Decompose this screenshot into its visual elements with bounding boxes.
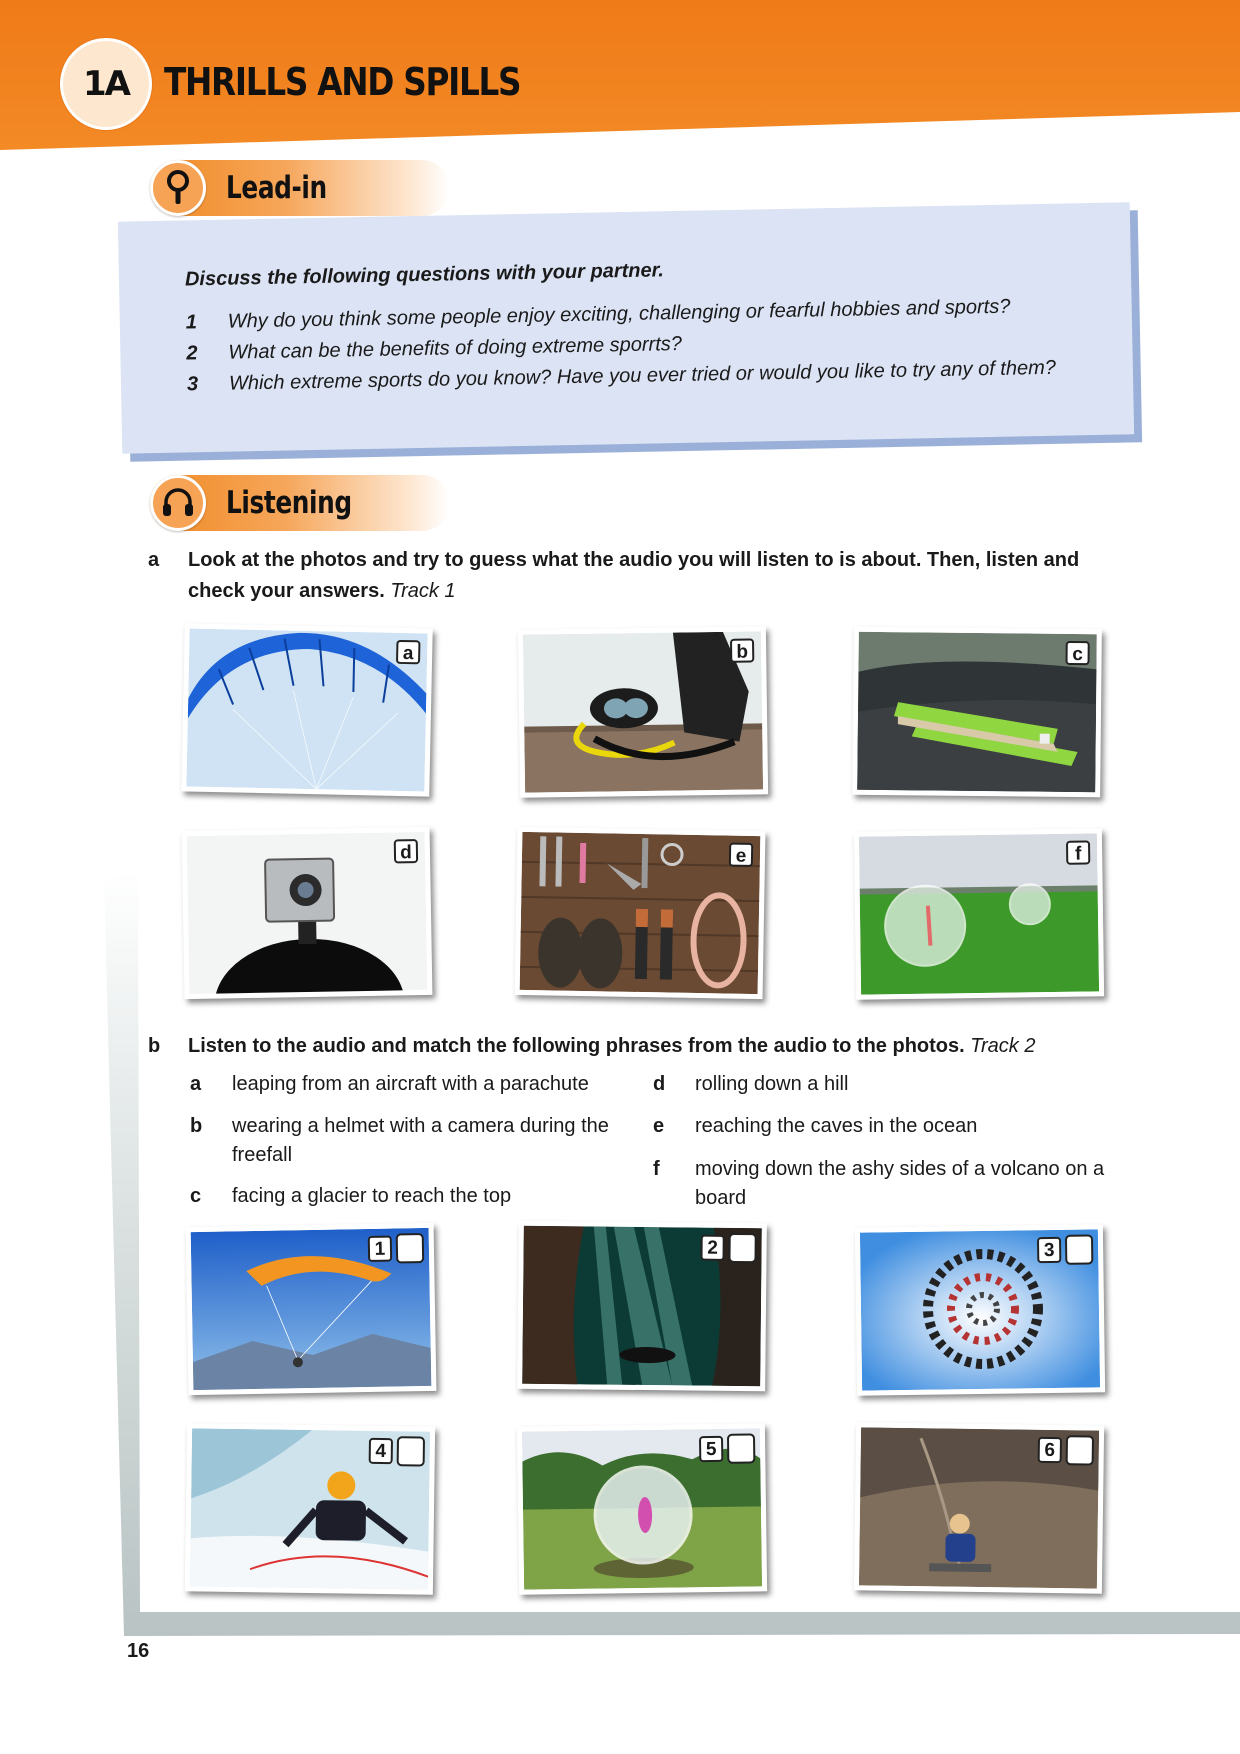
phrase-item: a leaping from an aircraft with a parachute	[190, 1073, 589, 1095]
listening-section-header	[150, 475, 450, 531]
question-text: Which extreme sports do you know? Have you ever tried or would you like to try any of them?	[228, 356, 1057, 395]
photo-label: d	[394, 839, 418, 863]
photo-number: 4	[369, 1438, 393, 1464]
photo-c	[852, 627, 1102, 798]
photo-label: c	[1065, 641, 1089, 665]
headphones-icon	[150, 475, 206, 531]
zorbing-photo	[522, 1428, 762, 1589]
unit-header	[0, 0, 1240, 150]
phrase-item: e reaching the caves in the ocean	[653, 1115, 978, 1137]
photo-a	[181, 623, 432, 796]
volcano-board-photo	[857, 632, 1097, 792]
cave-diver-photo	[522, 1226, 762, 1386]
leadin-section-header	[150, 160, 450, 216]
page-number: 16	[127, 1640, 150, 1662]
question-number: 3	[186, 373, 199, 396]
phrase-item: d rolling down a hill	[653, 1073, 849, 1095]
photo-label: b	[730, 638, 754, 662]
task-b	[148, 1031, 1128, 1062]
unit-title: THRILLS AND SPILLS	[164, 60, 521, 104]
photo-d	[182, 827, 433, 999]
photo-b	[518, 626, 768, 797]
track-label: Track 2	[970, 1035, 1036, 1057]
leadin-box	[118, 202, 1134, 453]
photo-1	[186, 1223, 437, 1395]
skydivers-formation-photo	[860, 1229, 1100, 1390]
photo-2	[517, 1221, 767, 1392]
photo-f	[854, 828, 1104, 999]
climbing-gear-photo	[520, 832, 761, 994]
photo-6	[854, 1422, 1104, 1593]
question-text: Why do you think some people enjoy exciting, challenging or fearful hobbies and sports?	[227, 295, 1011, 333]
photo-number: 5	[699, 1436, 723, 1462]
photo-number: 3	[1037, 1237, 1061, 1263]
photo-5	[517, 1423, 767, 1594]
phrase-item: b wearing a helmet with a camera during the freefall	[190, 1115, 609, 1166]
parachute-photo	[186, 629, 427, 792]
leadin-instruction: Discuss the following questions with your partner.	[184, 259, 665, 291]
task-letter: a	[148, 549, 160, 571]
task-instruction: Look at the photos and try to guess what the audio you will listen to is about. Then, listen and check your answers. Track 1	[188, 549, 1080, 602]
volcano-boarder-photo	[859, 1427, 1099, 1588]
answer-box[interactable]	[727, 1433, 755, 1463]
listening-label: Listening	[226, 485, 352, 521]
answer-box[interactable]	[728, 1233, 756, 1263]
ice-climber-photo	[190, 1428, 430, 1589]
magnifier-icon	[150, 160, 206, 216]
question-number: 2	[186, 342, 198, 365]
task-letter: b	[148, 1035, 161, 1057]
track-label: Track 1	[390, 580, 456, 602]
photo-e	[515, 827, 766, 999]
photo-3	[855, 1224, 1105, 1395]
phrase-item: f moving down the ashy sides of a volcano on a board	[653, 1158, 1105, 1209]
photo-4	[185, 1423, 435, 1594]
photo-number: 2	[700, 1235, 724, 1261]
phrase-item: c facing a glacier to reach the top	[190, 1185, 512, 1207]
answer-box[interactable]	[1065, 1234, 1093, 1264]
photo-label: e	[729, 843, 753, 867]
answer-box[interactable]	[1066, 1435, 1094, 1465]
photo-label: a	[396, 640, 420, 664]
task-instruction: Listen to the audio and match the following phrases from the audio to the photos. Track 2	[188, 1035, 1036, 1057]
photo-label: f	[1066, 840, 1090, 864]
unit-number-badge: 1A	[60, 38, 152, 130]
leadin-label: Lead-in	[226, 170, 327, 206]
question-number: 1	[185, 311, 198, 334]
action-camera-photo	[187, 832, 428, 994]
question-text: What can be the benefits of doing extreme sporrts?	[228, 332, 683, 364]
answer-box[interactable]	[396, 1233, 425, 1263]
diving-gear-photo	[523, 631, 763, 792]
zorb-balls-photo	[859, 833, 1099, 994]
photo-number: 1	[368, 1236, 392, 1262]
task-a	[148, 545, 1128, 607]
photo-number: 6	[1038, 1437, 1062, 1463]
answer-box[interactable]	[397, 1436, 425, 1466]
